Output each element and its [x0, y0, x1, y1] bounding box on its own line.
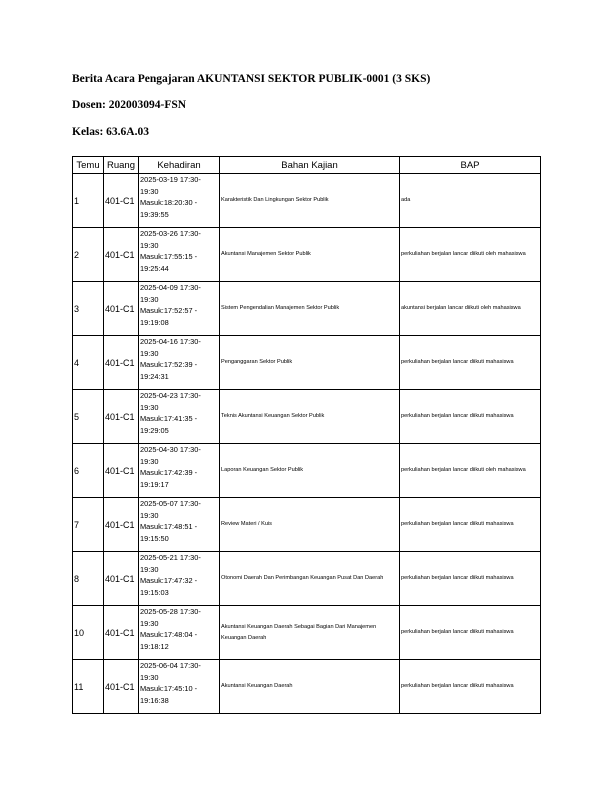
check-in-time: Masuk:17:52:57 - — [140, 306, 198, 315]
check-in-time: Masuk:18:20:30 - — [140, 198, 198, 207]
cell-bahan-kajian: Akuntansi Manajemen Sektor Publik — [220, 228, 400, 282]
cell-bap: perkuliahan berjalan lancar diikuti mahasiswa — [400, 390, 541, 444]
schedule-time: 2025-04-23 17:30-19:30 — [140, 391, 201, 412]
cell-bap: akuntansi berjalan lancar diikuti oleh mahasiswa — [400, 282, 541, 336]
cell-bahan-kajian: Sistem Pengendalian Manajemen Sektor Publik — [220, 282, 400, 336]
check-out-time: 19:25:44 — [140, 263, 169, 273]
document-title: Berita Acara Pengajaran AKUNTANSI SEKTOR PUBLIK-0001 (3 SKS) — [72, 73, 431, 85]
cell-ruang: 401-C1 — [104, 336, 139, 390]
check-in-time: Masuk:17:48:51 - — [140, 522, 198, 531]
schedule-time: 2025-03-26 17:30-19:30 — [140, 229, 201, 250]
cell-temu: 8 — [73, 552, 104, 606]
check-out-time: 19:15:50 — [140, 533, 169, 543]
cell-temu: 5 — [73, 390, 104, 444]
table-header-row — [73, 157, 541, 174]
schedule-time: 2025-05-07 17:30-19:30 — [140, 499, 201, 520]
table-row — [73, 228, 541, 282]
cell-ruang: 401-C1 — [104, 552, 139, 606]
header-bap: BAP — [400, 157, 541, 174]
cell-kehadiran — [139, 390, 220, 444]
check-out-time: 19:39:55 — [140, 209, 169, 219]
schedule-time: 2025-04-30 17:30-19:30 — [140, 445, 201, 466]
teaching-record-table — [72, 156, 541, 714]
class-id: Kelas: 63.6A.03 — [72, 126, 149, 138]
check-in-time: Masuk:17:41:35 - — [140, 414, 198, 423]
cell-bahan-kajian: Teknis Akuntansi Keuangan Sektor Publik — [220, 390, 400, 444]
cell-bahan-kajian: Laporan Keuangan Sektor Publik — [220, 444, 400, 498]
check-out-time: 19:24:31 — [140, 371, 169, 381]
check-in-time: Masuk:17:45:10 - — [140, 684, 198, 693]
table-row — [73, 444, 541, 498]
cell-kehadiran — [139, 444, 220, 498]
cell-bahan-kajian: Karakteristik Dan Lingkungan Sektor Publik — [220, 174, 400, 228]
cell-kehadiran — [139, 282, 220, 336]
lecturer-id: Dosen: 202003094-FSN — [72, 99, 187, 111]
cell-ruang: 401-C1 — [104, 174, 139, 228]
check-out-time: 19:15:03 — [140, 587, 169, 597]
check-out-time: 19:19:17 — [140, 479, 169, 489]
cell-bap: perkuliahan berjalan lancar diikuti mahasiswa — [400, 498, 541, 552]
schedule-time: 2025-05-28 17:30-19:30 — [140, 607, 201, 628]
cell-bap: perkuliahan berjalan lancar diikuti oleh mahasiswa — [400, 228, 541, 282]
cell-kehadiran — [139, 228, 220, 282]
check-out-time: 19:29:05 — [140, 425, 169, 435]
cell-temu: 1 — [73, 174, 104, 228]
cell-temu: 7 — [73, 498, 104, 552]
cell-kehadiran — [139, 498, 220, 552]
table-row — [73, 390, 541, 444]
header-bahan-kajian: Bahan Kajian — [220, 157, 400, 174]
check-out-time: 19:19:08 — [140, 317, 169, 327]
cell-temu: 2 — [73, 228, 104, 282]
table-row — [73, 552, 541, 606]
table-row — [73, 660, 541, 714]
table-row — [73, 498, 541, 552]
cell-bap: perkuliahan berjalan lancar diikuti mahasiswa — [400, 660, 541, 714]
cell-kehadiran — [139, 660, 220, 714]
header-ruang: Ruang — [104, 157, 139, 174]
cell-kehadiran — [139, 174, 220, 228]
cell-bap: ada — [400, 174, 541, 228]
check-in-time: Masuk:17:55:15 - — [140, 252, 198, 261]
cell-ruang: 401-C1 — [104, 606, 139, 660]
cell-ruang: 401-C1 — [104, 660, 139, 714]
schedule-time: 2025-04-16 17:30-19:30 — [140, 337, 201, 358]
cell-ruang: 401-C1 — [104, 498, 139, 552]
cell-bahan-kajian: Otonomi Daerah Dan Perimbangan Keuangan Pusat Dan Daerah — [220, 552, 400, 606]
table-row — [73, 174, 541, 228]
check-in-time: Masuk:17:48:04 - — [140, 630, 198, 639]
cell-ruang: 401-C1 — [104, 282, 139, 336]
cell-temu: 10 — [73, 606, 104, 660]
cell-bahan-kajian: Akuntansi Keuangan Daerah — [220, 660, 400, 714]
cell-bap: perkuliahan berjalan lancar diikuti mahasiswa — [400, 552, 541, 606]
cell-temu: 3 — [73, 282, 104, 336]
table-row — [73, 606, 541, 660]
cell-bahan-kajian: Akuntansi Keuangan Daerah Sebagai Bagian Dari Manajemen Keuangan Daerah — [220, 606, 400, 660]
cell-bap: perkuliahan berjalan lancar diikuti mahasiswa — [400, 606, 541, 660]
document-page — [72, 72, 540, 705]
schedule-time: 2025-06-04 17:30-19:30 — [140, 661, 201, 682]
table-row — [73, 282, 541, 336]
check-out-time: 19:18:12 — [140, 641, 169, 651]
cell-bap: perkuliahan berjalan lancar diikuti mahasiswa — [400, 336, 541, 390]
cell-temu: 4 — [73, 336, 104, 390]
cell-bap: perkuliahan berjalan lancar diikuti oleh mahasiswa — [400, 444, 541, 498]
schedule-time: 2025-05-21 17:30-19:30 — [140, 553, 201, 574]
cell-temu: 11 — [73, 660, 104, 714]
cell-temu: 6 — [73, 444, 104, 498]
cell-ruang: 401-C1 — [104, 444, 139, 498]
table-row — [73, 336, 541, 390]
cell-bahan-kajian: Review Materi / Kuis — [220, 498, 400, 552]
cell-bahan-kajian: Penganggaran Sektor Publik — [220, 336, 400, 390]
cell-kehadiran — [139, 336, 220, 390]
check-in-time: Masuk:17:47:32 - — [140, 576, 198, 585]
check-in-time: Masuk:17:52:39 - — [140, 360, 198, 369]
schedule-time: 2025-03-19 17:30-19:30 — [140, 175, 201, 196]
header-kehadiran: Kehadiran — [139, 157, 220, 174]
cell-kehadiran — [139, 606, 220, 660]
check-in-time: Masuk:17:42:39 - — [140, 468, 198, 477]
cell-ruang: 401-C1 — [104, 228, 139, 282]
cell-ruang: 401-C1 — [104, 390, 139, 444]
check-out-time: 19:16:38 — [140, 695, 169, 705]
cell-kehadiran — [139, 552, 220, 606]
header-temu: Temu — [73, 157, 104, 174]
schedule-time: 2025-04-09 17:30-19:30 — [140, 283, 201, 304]
